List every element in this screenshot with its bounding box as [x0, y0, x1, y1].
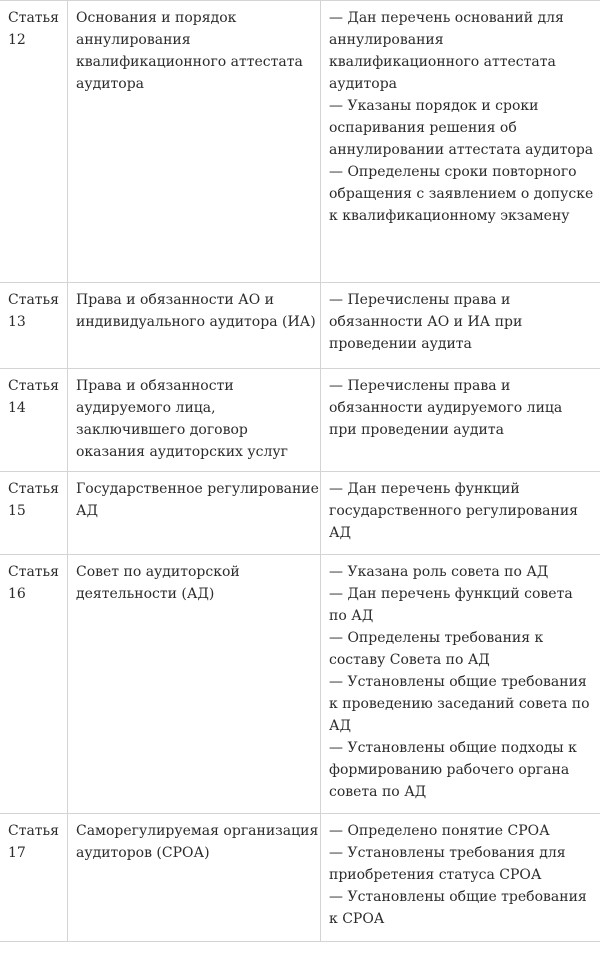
table-row	[0, 814, 600, 942]
table-row	[0, 283, 600, 369]
description-item: — Дан перечень функций государственного регулирования АД	[329, 481, 578, 541]
article-number: Статья 14	[0, 369, 68, 472]
article-title: Саморегулируемая организация аудиторов (СРОА)	[68, 814, 321, 942]
article-number: Статья 15	[0, 472, 68, 555]
description-item: — Установлены общие требования к СРОА	[329, 889, 587, 927]
article-title: Права и обязанности аудируемого лица, заключившего договор оказания аудиторских услуг	[68, 369, 321, 472]
table-row	[0, 555, 600, 814]
article-description	[321, 555, 600, 814]
description-item: — Указаны порядок и сроки оспаривания решения об аннулировании аттестата аудитора	[329, 98, 594, 158]
article-title: Государственное регулирование АД	[68, 472, 321, 555]
article-number: Статья 17	[0, 814, 68, 942]
table-row	[0, 472, 600, 555]
article-title: Совет по аудиторской деятельности (АД)	[68, 555, 321, 814]
table-row	[0, 369, 600, 472]
article-number: Статья 16	[0, 555, 68, 814]
article-description	[321, 472, 600, 555]
article-title: Основания и порядок аннулирования квалификационного аттестата аудитора	[68, 1, 321, 283]
description-item: — Указана роль совета по АД	[329, 564, 549, 580]
description-item: — Перечислены права и обязанности аудируемого лица при проведении аудита	[329, 378, 563, 438]
description-item: — Установлены требования для приобретения статуса СРОА	[329, 845, 566, 883]
description-item: — Перечислены права и обязанности АО и ИА при проведении аудита	[329, 292, 523, 352]
article-description	[321, 814, 600, 942]
description-item: — Определены сроки повторного обращения с заявлением о допуске к квалификационному экзамену	[329, 164, 594, 224]
description-item: — Определено понятие СРОА	[329, 823, 550, 839]
description-item: — Дан перечень функций совета по АД	[329, 586, 573, 624]
article-description	[321, 283, 600, 369]
description-item: — Установлены общие подходы к формированию рабочего органа совета по АД	[329, 740, 577, 800]
article-number: Статья 12	[0, 1, 68, 283]
article-description	[321, 1, 600, 283]
description-item: — Определены требования к составу Совета по АД	[329, 630, 544, 668]
article-title: Права и обязанности АО и индивидуального аудитора (ИА)	[68, 283, 321, 369]
table-row	[0, 1, 600, 283]
article-number: Статья 13	[0, 283, 68, 369]
article-description	[321, 369, 600, 472]
description-item: — Дан перечень оснований для аннулирования квалификационного аттестата аудитора	[329, 10, 564, 92]
description-item: — Установлены общие требования к проведению заседаний совета по АД	[329, 674, 590, 734]
